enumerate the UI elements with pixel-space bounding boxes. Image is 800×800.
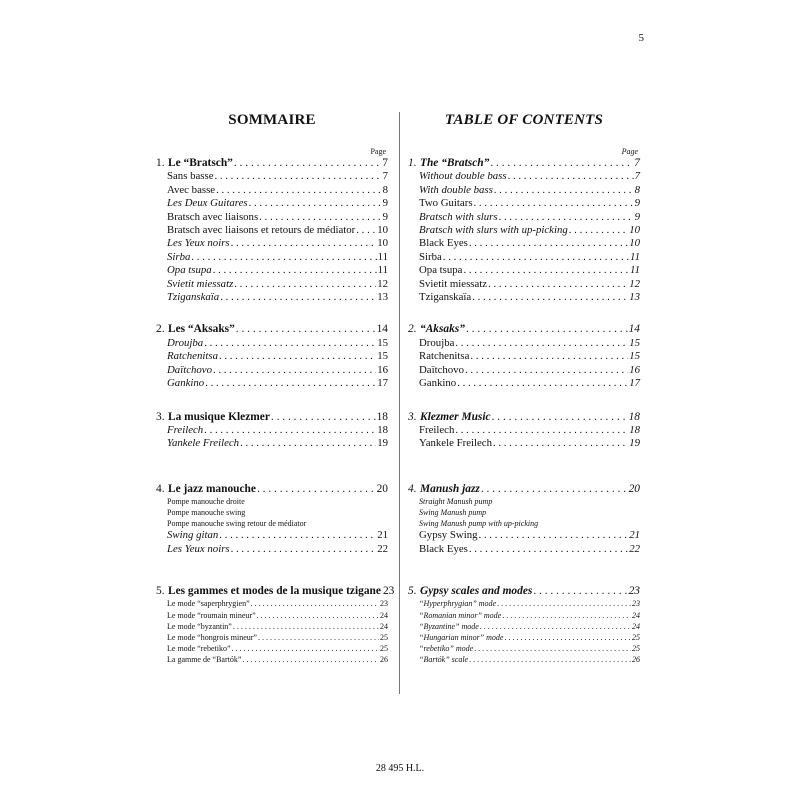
technique-entry: Swing Manush pump with up-picking [419, 519, 539, 529]
section-heading [156, 483, 388, 496]
page-ref: 18 [376, 410, 388, 423]
section-title: La musique Klezmer [168, 410, 270, 423]
page-ref: 23 [628, 584, 640, 597]
page-ref: 26 [632, 655, 640, 665]
page-ref: 23 [382, 584, 395, 597]
entry-label: La gamme de “Bartók” [167, 655, 242, 665]
page-ref: 7 [634, 157, 640, 169]
dot-leader [465, 364, 628, 377]
entry-label: Black Eyes [419, 542, 468, 555]
page-ref: 16 [377, 363, 388, 376]
section-number: 4. [408, 482, 417, 495]
toc-entry [408, 211, 640, 224]
section-number: 1. [156, 157, 165, 169]
entry-label: Bratsch with slurs with up-picking [419, 224, 568, 237]
technique-entry: Straight Manush pump [419, 497, 493, 507]
toc-entry [156, 621, 388, 632]
section-title: “Aksaks” [420, 323, 465, 336]
section-title: Les “Aksaks” [168, 323, 235, 336]
page-ref: 21 [629, 529, 640, 542]
toc-entry [156, 170, 388, 183]
entry-label: Svietit miessatz [167, 277, 234, 290]
toc-entry [156, 184, 388, 197]
section-number: 3. [156, 410, 165, 423]
toc-entry [408, 350, 640, 363]
page-ref: 17 [377, 377, 388, 390]
entry-label: Les Deux Guitares [167, 197, 248, 210]
toc-entry [408, 424, 640, 437]
toc-entry [156, 211, 388, 224]
toc-entry [408, 377, 640, 390]
dot-leader [466, 323, 628, 336]
dot-leader [480, 621, 631, 632]
dot-leader [216, 184, 382, 197]
section-title: Le “Bratsch” [168, 157, 233, 169]
toc-entry [408, 598, 640, 609]
section-title: Les gammes et modes de la musique tzigane [168, 584, 381, 597]
dot-leader [533, 585, 627, 598]
section-number: 5. [408, 584, 417, 597]
entry-label: Le mode “saperphrygien” [167, 599, 250, 609]
entry-label: Freilech [419, 423, 455, 436]
dot-leader [497, 598, 631, 609]
page-ref: 10 [629, 224, 640, 237]
dot-leader [492, 411, 628, 424]
entry-label: Les Yeux noirs [167, 542, 230, 555]
dot-leader [499, 211, 634, 224]
dot-leader [494, 184, 634, 197]
entry-label: Sans basse [167, 170, 214, 183]
toc-entry [156, 197, 388, 210]
page-label: Page [370, 147, 386, 156]
toc-entry [408, 364, 640, 377]
entry-label: Opa tsupa [419, 264, 463, 277]
toc-section [156, 584, 395, 666]
toc-section [156, 323, 388, 390]
catalog-code: 28 495 H.L. [375, 763, 425, 774]
dot-leader [469, 543, 628, 556]
entry-label: “Hyperphrygian” mode [419, 599, 497, 609]
section-gap [156, 556, 388, 585]
toc-section [156, 157, 388, 304]
dot-leader [231, 543, 377, 556]
technique-entry: Pompe manouche droite [167, 497, 245, 507]
page-ref: 19 [377, 437, 388, 450]
dot-leader [356, 224, 376, 237]
page-ref: 22 [629, 542, 640, 555]
section-gap [156, 451, 388, 483]
dot-leader [469, 654, 631, 665]
page-ref: 26 [380, 655, 388, 665]
entry-label [156, 483, 256, 496]
dot-leader [204, 337, 376, 350]
toc-section [156, 411, 388, 451]
page-ref: 11 [377, 250, 388, 263]
page-ref: 15 [629, 336, 640, 349]
toc-body [408, 157, 640, 666]
toc-section [408, 483, 640, 556]
page-ref: 11 [630, 264, 640, 277]
toc-entry [408, 529, 640, 542]
dot-leader [481, 483, 628, 496]
dot-leader [257, 610, 379, 621]
entry-label: Bratsch avec liaisons et retours de médiator [167, 224, 356, 237]
page-ref: 14 [376, 323, 388, 336]
section-gap [156, 304, 388, 323]
dot-leader [472, 291, 628, 304]
dot-leader [213, 364, 376, 377]
dot-leader [233, 621, 379, 632]
toc-entry [408, 610, 640, 621]
dot-leader [213, 264, 377, 277]
page-ref: 14 [628, 323, 640, 336]
page-ref: 17 [629, 377, 640, 390]
section-gap [408, 556, 640, 585]
section-title: Le jazz manouche [168, 482, 256, 495]
dot-leader [502, 610, 631, 621]
toc-entry [156, 237, 388, 250]
page-ref: 16 [629, 363, 640, 376]
entry-label: Tziganskaïa [419, 291, 472, 304]
page-ref: 15 [629, 350, 640, 363]
technique-entry: Swing Manush pump [419, 508, 487, 518]
toc-entry [408, 621, 640, 632]
dot-leader [508, 170, 634, 183]
column-divider [399, 112, 400, 694]
page-label: Page [621, 147, 638, 156]
page-ref: 7 [382, 157, 388, 169]
toc-section [408, 323, 640, 390]
section-heading [408, 585, 640, 598]
dot-leader [220, 291, 376, 304]
entry-label: Yankele Freilech [167, 437, 240, 450]
dot-leader [219, 350, 376, 363]
page-ref: 23 [380, 599, 388, 609]
entry-label: Gankino [419, 377, 457, 390]
page-ref: 12 [377, 277, 388, 290]
toc-entry [408, 237, 640, 250]
dot-leader [457, 377, 628, 390]
entry-label: Gypsy Swing [419, 529, 478, 542]
toc-entry [408, 251, 640, 264]
page-ref: 23 [632, 599, 640, 609]
entry-label: Le mode “hongrois mineur” [167, 632, 257, 642]
section-title: The “Bratsch” [420, 157, 490, 169]
dot-leader [219, 529, 376, 542]
page-ref: 25 [632, 632, 640, 642]
entry-label: Les Yeux noirs [167, 237, 230, 250]
entry-label: Bratsch with slurs [419, 210, 498, 223]
entry-label: Sirba [419, 250, 442, 263]
entry-label: Droujba [167, 336, 204, 349]
section-number: 5. [156, 584, 165, 597]
entry-label: Tziganskaïa [167, 291, 220, 304]
page-ref: 9 [382, 197, 388, 210]
entry-label: Le mode “byzantin” [167, 621, 232, 631]
page-ref: 10 [629, 237, 640, 250]
page-ref: 15 [377, 336, 388, 349]
page-ref: 24 [632, 610, 640, 620]
entry-label: Svietit miessatz [419, 277, 488, 290]
toc-entry [156, 424, 388, 437]
section-title: Gypsy scales and modes [420, 584, 533, 597]
dot-leader [240, 437, 376, 450]
page-ref: 25 [632, 644, 640, 654]
dot-leader [463, 264, 629, 277]
dot-leader [257, 483, 376, 496]
entry-label [408, 585, 532, 598]
section-number: 3. [408, 410, 417, 423]
toc-entry [156, 350, 388, 363]
toc-entry [408, 224, 640, 237]
entry-label: Droujba [419, 336, 455, 349]
section-gap [408, 451, 640, 483]
page-ref: 18 [628, 410, 640, 423]
entry-label: Without double bass [419, 170, 507, 183]
entry-label: “Hungarian minor” mode [419, 632, 504, 642]
technique-entry: Pompe manouche swing [167, 508, 246, 518]
toc-entry [408, 654, 640, 665]
entry-label: Two Guitars [419, 197, 473, 210]
page-ref: 8 [382, 183, 388, 196]
dot-leader [234, 157, 381, 170]
section-heading [408, 157, 640, 170]
dot-leader [271, 411, 376, 424]
toc-entry [408, 291, 640, 304]
page-number: 5 [638, 32, 644, 44]
section-number: 2. [408, 323, 417, 336]
section-title: Klezmer Music [420, 410, 491, 423]
toc-entry [156, 643, 388, 654]
toc-entry [156, 337, 388, 350]
page-ref: 18 [377, 423, 388, 436]
dot-leader [259, 211, 381, 224]
toc-entry [156, 278, 388, 291]
toc-entry [156, 224, 388, 237]
dot-leader [249, 197, 382, 210]
entry-label: Daïtchovo [419, 363, 464, 376]
section-number: 1. [408, 157, 417, 169]
page-ref: 10 [377, 224, 388, 237]
dot-leader [236, 323, 376, 336]
dot-leader [242, 654, 379, 665]
dot-leader [488, 278, 628, 291]
page-ref: 10 [377, 237, 388, 250]
toc-entry [156, 610, 388, 621]
toc-body [156, 157, 395, 666]
page-ref: 25 [380, 632, 388, 642]
toc-entry [156, 598, 388, 609]
toc-entry [156, 251, 388, 264]
page-ref: 20 [376, 482, 388, 495]
section-gap [156, 391, 388, 411]
dot-leader [251, 598, 379, 609]
dot-leader [493, 437, 628, 450]
page-ref: 9 [382, 210, 388, 223]
section-heading [156, 411, 388, 424]
entry-label [408, 157, 489, 170]
dot-leader [232, 643, 379, 654]
page-ref: 9 [634, 197, 640, 210]
toc-section [408, 157, 640, 304]
page-ref: 8 [634, 183, 640, 196]
entry-label: Swing gitan [167, 529, 219, 542]
toc-entry [156, 291, 388, 304]
toc-entry [156, 632, 388, 643]
section-gap [408, 304, 640, 323]
page-ref: 9 [634, 210, 640, 223]
dot-leader [474, 197, 634, 210]
toc-entry [408, 337, 640, 350]
page-ref: 12 [629, 277, 640, 290]
entry-label: Le mode “rebetiko” [167, 644, 231, 654]
entry-label: Sirba [167, 250, 191, 263]
page-ref: 18 [629, 423, 640, 436]
page-ref: 11 [630, 250, 640, 263]
toc-section [156, 483, 388, 556]
entry-label: “rebetiko” mode [419, 644, 474, 654]
toc-entry [408, 170, 640, 183]
entry-label: With double bass [419, 183, 493, 196]
entry-label: Opa tsupa [167, 264, 212, 277]
section-heading [408, 411, 640, 424]
entry-label [156, 323, 235, 336]
dot-leader [214, 170, 381, 183]
entry-label: Bratsch avec liaisons [167, 210, 259, 223]
entry-label: Freilech [167, 423, 204, 436]
dot-leader [504, 632, 631, 643]
page-ref: 7 [382, 170, 388, 183]
entry-label: Daïtchovo [167, 363, 212, 376]
technique-entry: Pompe manouche swing retour de médiator [167, 519, 307, 529]
dot-leader [443, 251, 629, 264]
dot-leader [205, 377, 376, 390]
page-ref: 20 [628, 482, 640, 495]
dot-leader [191, 251, 376, 264]
page-ref: 25 [380, 644, 388, 654]
entry-label [408, 323, 465, 336]
entry-label: Ratchenitsa [419, 350, 470, 363]
dot-leader [258, 632, 379, 643]
entry-label: Le mode “roumain mineur” [167, 610, 256, 620]
entry-label: Avec basse [167, 183, 216, 196]
page-ref: 13 [377, 291, 388, 304]
dot-leader [455, 337, 628, 350]
entry-label [408, 483, 480, 496]
dot-leader [469, 237, 628, 250]
sommaire-column [156, 112, 395, 666]
toc-entry [156, 529, 388, 542]
page-ref: 19 [629, 437, 640, 450]
page-ref: 24 [380, 610, 388, 620]
entry-label: Ratchenitsa [167, 350, 218, 363]
toc-entry [408, 643, 640, 654]
toc-entry [156, 437, 388, 450]
entry-label [408, 411, 491, 424]
dot-leader [234, 278, 376, 291]
page-ref: 7 [634, 170, 640, 183]
section-title: Manush jazz [420, 482, 480, 495]
entry-label: “Byzantine” mode [419, 621, 479, 631]
toc-entry [408, 184, 640, 197]
page-ref: 11 [377, 264, 388, 277]
dot-leader [490, 157, 633, 170]
toc-entry [156, 543, 388, 556]
page-ref: 13 [629, 291, 640, 304]
dot-leader [479, 529, 629, 542]
section-heading [408, 483, 640, 496]
toc-entry [156, 654, 388, 665]
entry-label [156, 585, 381, 598]
section-heading [156, 157, 388, 170]
toc-entry [408, 264, 640, 277]
dot-leader [474, 643, 631, 654]
entry-label: “Romanian minor” mode [419, 610, 502, 620]
toc-section [408, 585, 640, 666]
dot-leader [569, 224, 628, 237]
entry-label [156, 411, 270, 424]
section-heading [156, 323, 388, 336]
entry-label: Gankino [167, 377, 205, 390]
toc-entry [408, 278, 640, 291]
toc-section [408, 411, 640, 451]
toc-entry [408, 632, 640, 643]
page-ref: 21 [377, 529, 388, 542]
section-heading [156, 584, 395, 598]
page-ref: 22 [377, 542, 388, 555]
entry-label: Yankele Freilech [419, 437, 492, 450]
toc-entry [408, 197, 640, 210]
dot-leader [204, 424, 376, 437]
section-gap [408, 391, 640, 411]
entry-label: “Bartók” scale [419, 655, 469, 665]
column-title: SOMMAIRE [228, 112, 316, 128]
section-number: 2. [156, 323, 165, 336]
toc-entry [408, 543, 640, 556]
toc-entry [156, 364, 388, 377]
table-of-contents-column [408, 112, 640, 666]
toc-entry [156, 377, 388, 390]
dot-leader [455, 424, 628, 437]
dot-leader [231, 237, 377, 250]
toc-entry [408, 437, 640, 450]
entry-label: Black Eyes [419, 237, 468, 250]
column-title: TABLE OF CONTENTS [444, 112, 604, 128]
section-number: 4. [156, 482, 165, 495]
page-ref: 15 [377, 350, 388, 363]
dot-leader [470, 350, 628, 363]
entry-label [156, 157, 233, 170]
toc-entry [156, 264, 388, 277]
page-ref: 24 [632, 621, 640, 631]
page-ref: 24 [380, 621, 388, 631]
section-heading [408, 323, 640, 336]
